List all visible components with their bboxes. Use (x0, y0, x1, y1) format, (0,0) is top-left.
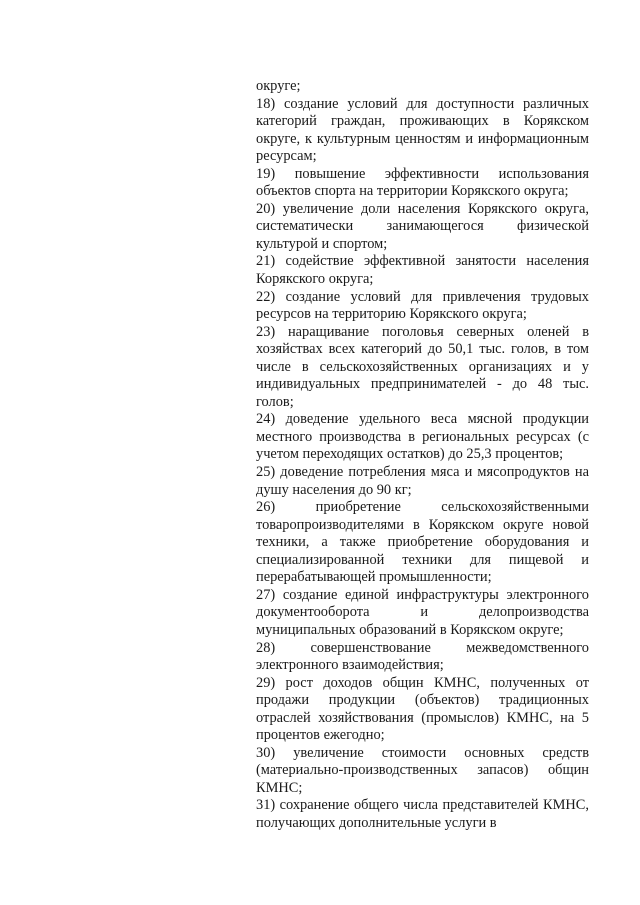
paragraph-item-18: 18) создание условий для доступности различных категорий граждан, проживающих в Корякском округе, к культурным ценностям и информационным ресурсам; (256, 95, 589, 165)
body-text (256, 78, 589, 833)
paragraph-item-21: 21) содействие эффективной занятости населения Корякского округа; (256, 253, 589, 288)
paragraph-item-24: 24) доведение удельного веса мясной продукции местного производства в региональных ресурсах (с учетом переходящих остатков) до 25,3 процентов; (256, 411, 589, 463)
paragraph-item-31: 31) сохранение общего числа представителей КМНС, получающих дополнительные услуги в (256, 797, 589, 831)
paragraph-item-25: 25) доведение потребления мяса и мясопродуктов на душу населения до 90 кг; (256, 464, 589, 498)
paragraph-continuation: округе; (256, 78, 301, 94)
paragraph-item-27: 27) создание единой инфраструктуры электронного документооборота и делопроизводства муниципальных образований в Корякском округе; (256, 586, 589, 638)
paragraph-item-30: 30) увеличение стоимости основных средств (материально-производственных запасов) общин КМНС; (256, 744, 589, 796)
paragraph-item-22: 22) создание условий для привлечения трудовых ресурсов на территорию Корякского округа; (256, 288, 589, 323)
paragraph-item-20: 20) увеличение доли населения Корякского округа, систематически занимающегося физической культурой и спортом; (256, 200, 589, 252)
paragraph-item-23: 23) наращивание поголовья северных оленей в хозяйствах всех категорий до 50,1 тыс. голов, в том числе в сельскохозяйственных организациях и у индивидуальных предпринимателей - до 48 тыс. голов; (256, 323, 589, 410)
paragraph-item-28: 28) совершенствование межведомственного электронного взаимодействия; (256, 639, 589, 674)
paragraph-item-19: 19) повышение эффективности использования объектов спорта на территории Корякского округа; (256, 165, 589, 200)
paragraph-item-26: 26) приобретение сельскохозяйственными товаропроизводителями в Корякском округе новой техники, а также приобретение оборудования и специализированной техники для пищевой и перерабатывающей промышленности; (256, 499, 589, 586)
paragraph-item-29: 29) рост доходов общин КМНС, полученных от продажи продукции (объектов) традиционных отраслей хозяйствования (промыслов) КМНС, на 5 процентов ежегодно; (256, 674, 589, 744)
